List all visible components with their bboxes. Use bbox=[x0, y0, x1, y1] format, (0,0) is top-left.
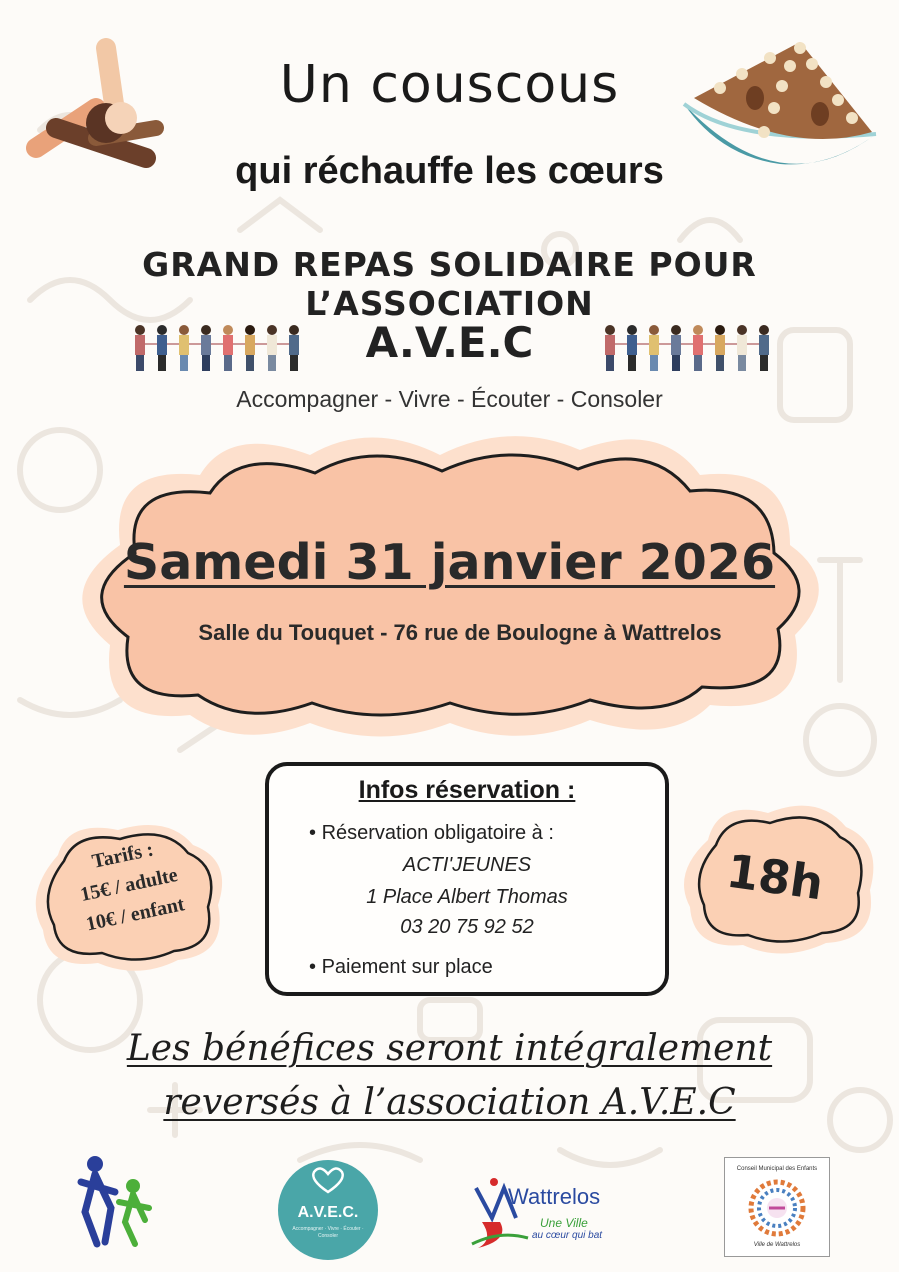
children-circle-icon bbox=[747, 1178, 807, 1238]
reservation-place-name: ACTI'JEUNES bbox=[402, 854, 532, 876]
reservation-bullet-1: • Réservation obligatoire à : bbox=[309, 822, 554, 844]
association-name: A.V.E.C bbox=[365, 318, 534, 367]
people-chain-right-icon bbox=[600, 322, 780, 374]
tarif-child: 10€ / enfant bbox=[84, 893, 187, 936]
cme-subtitle: Ville de Wattrelos bbox=[753, 1242, 801, 1248]
event-venue: Salle du Touquet - 76 rue de Boulogne à Wattrelos bbox=[198, 620, 722, 645]
association-motto: Accompagner - Vivre - Écouter - Consoler bbox=[236, 386, 663, 412]
event-date: Samedi 31 janvier 2026 bbox=[123, 534, 776, 591]
reservation-bullet-2-text: Paiement sur place bbox=[321, 956, 493, 978]
wattrelos-slogan-1: Une Ville bbox=[540, 1216, 588, 1230]
avec-logo-motto: Accompagner · Vivre · Écouter · Consoler bbox=[292, 1226, 364, 1239]
reservation-bullet-2: • Paiement sur place bbox=[309, 956, 493, 978]
reservation-title: Infos réservation : bbox=[358, 776, 576, 804]
tarifs-title: Tarifs : bbox=[90, 838, 156, 873]
reservation-phone: 03 20 75 92 52 bbox=[400, 916, 534, 938]
wattrelos-slogan-2: au cœur qui bat bbox=[532, 1230, 603, 1241]
acti-jeunes-logo-icon bbox=[75, 1152, 155, 1252]
cme-title: Conseil Municipal des Enfants bbox=[736, 1166, 818, 1172]
benefits-line-2: reversés à l’association A.V.E.C bbox=[163, 1082, 736, 1123]
avec-logo bbox=[278, 1160, 378, 1260]
heart-icon bbox=[308, 1166, 348, 1196]
reservation-address: 1 Place Albert Thomas bbox=[366, 886, 568, 908]
wattrelos-logo bbox=[470, 1170, 640, 1255]
tarif-adult: 15€ / adulte bbox=[78, 863, 180, 907]
benefits-line-1: Les bénéfices seront intégralement bbox=[126, 1028, 773, 1069]
wattrelos-name: Wattrelos bbox=[508, 1184, 601, 1209]
title-line-1: Un couscous bbox=[279, 55, 620, 115]
avec-logo-name: A.V.E.C. bbox=[297, 1204, 359, 1221]
cme-logo bbox=[724, 1157, 830, 1257]
event-time: 18h bbox=[723, 843, 827, 911]
wattrelos-swoosh-icon bbox=[470, 1170, 530, 1250]
title-line-2: qui réchauffe les cœurs bbox=[235, 150, 664, 192]
event-headline: GRAND REPAS SOLIDAIRE POUR L’ASSOCIATION bbox=[142, 245, 757, 323]
reservation-info-box bbox=[265, 762, 669, 996]
reservation-bullet-1-text: Réservation obligatoire à : bbox=[321, 822, 554, 844]
